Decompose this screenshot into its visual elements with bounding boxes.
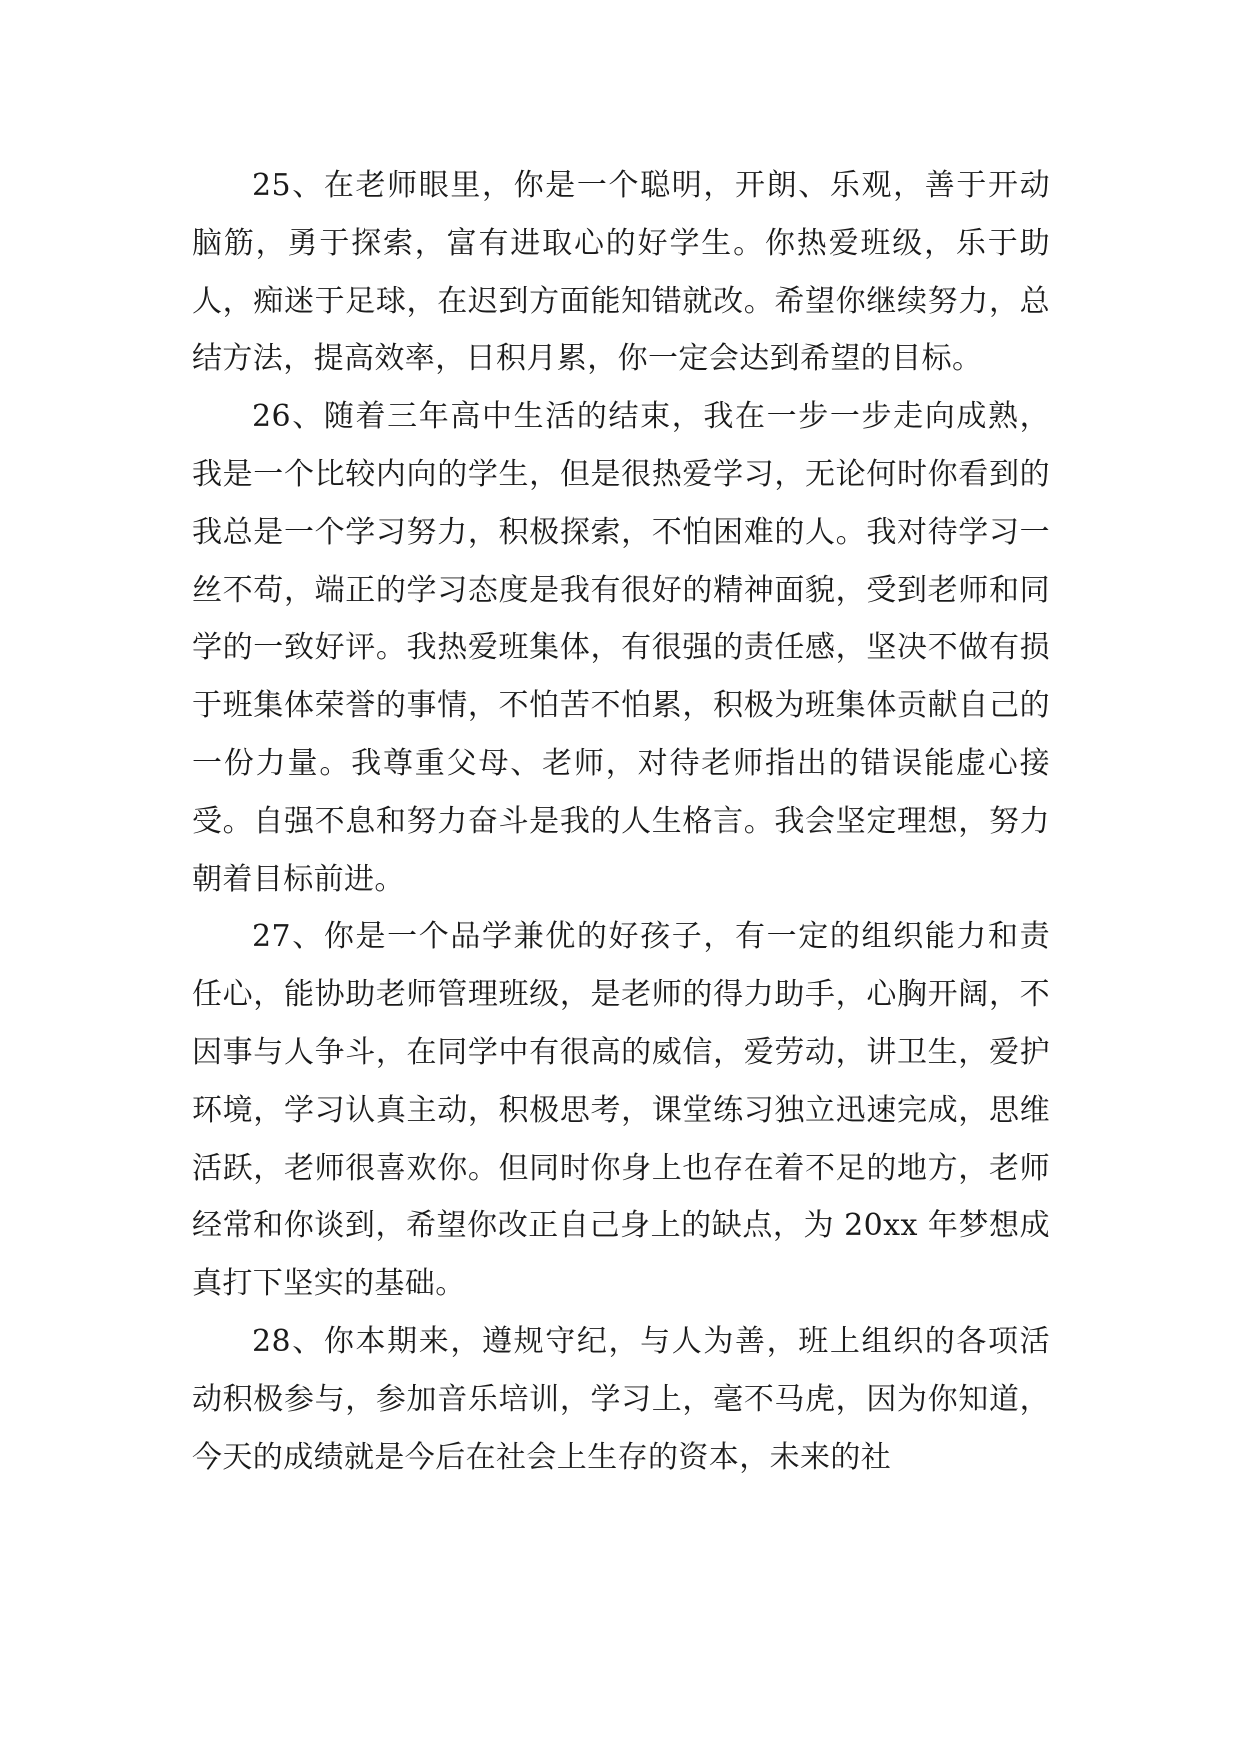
paragraph-27: 27、你是一个品学兼优的好孩子，有一定的组织能力和责任心，能协助老师管理班级，是老师的得力助手，心胸开阔，不因事与人争斗，在同学中有很高的威信，爱劳动，讲卫生，爱护环境，学习认真主动，积极思考，课堂练习独立迅速完成，思维活跃，老师很喜欢你。但同时你身上也存在着不足的地方，老师经常和你谈到，希望你改正自己身上的缺点，为 20xx 年梦想成真打下坚实的基础。 bbox=[192, 919, 1050, 1302]
document-body bbox=[192, 157, 1050, 1486]
paragraph-26: 26、随着三年高中生活的结束，我在一步一步走向成熟，我是一个比较内向的学生，但是很热爱学习，无论何时你看到的我总是一个学习努力，积极探索，不怕困难的人。我对待学习一丝不苟，端正的学习态度是我有很好的精神面貌，受到老师和同学的一致好评。我热爱班集体，有很强的责任感，坚决不做有损于班集体荣誉的事情，不怕苦不怕累，积极为班集体贡献自己的一份力量。我尊重父母、老师，对待老师指出的错误能虚心接受。自强不息和努力奋斗是我的人生格言。我会坚定理想，努力朝着目标前进。 bbox=[192, 399, 1050, 897]
paragraph-25: 25、在老师眼里，你是一个聪明，开朗、乐观，善于开动脑筋，勇于探索，富有进取心的好学生。你热爱班级，乐于助人，痴迷于足球，在迟到方面能知错就改。希望你继续努力，总结方法，提高效率，日积月累，你一定会达到希望的目标。 bbox=[192, 168, 1050, 377]
paragraph-28: 28、你本期来，遵规守纪，与人为善，班上组织的各项活动积极参与，参加音乐培训，学习上，毫不马虎，因为你知道，今天的成绩就是今后在社会上生存的资本，未来的社 bbox=[192, 1323, 1050, 1475]
